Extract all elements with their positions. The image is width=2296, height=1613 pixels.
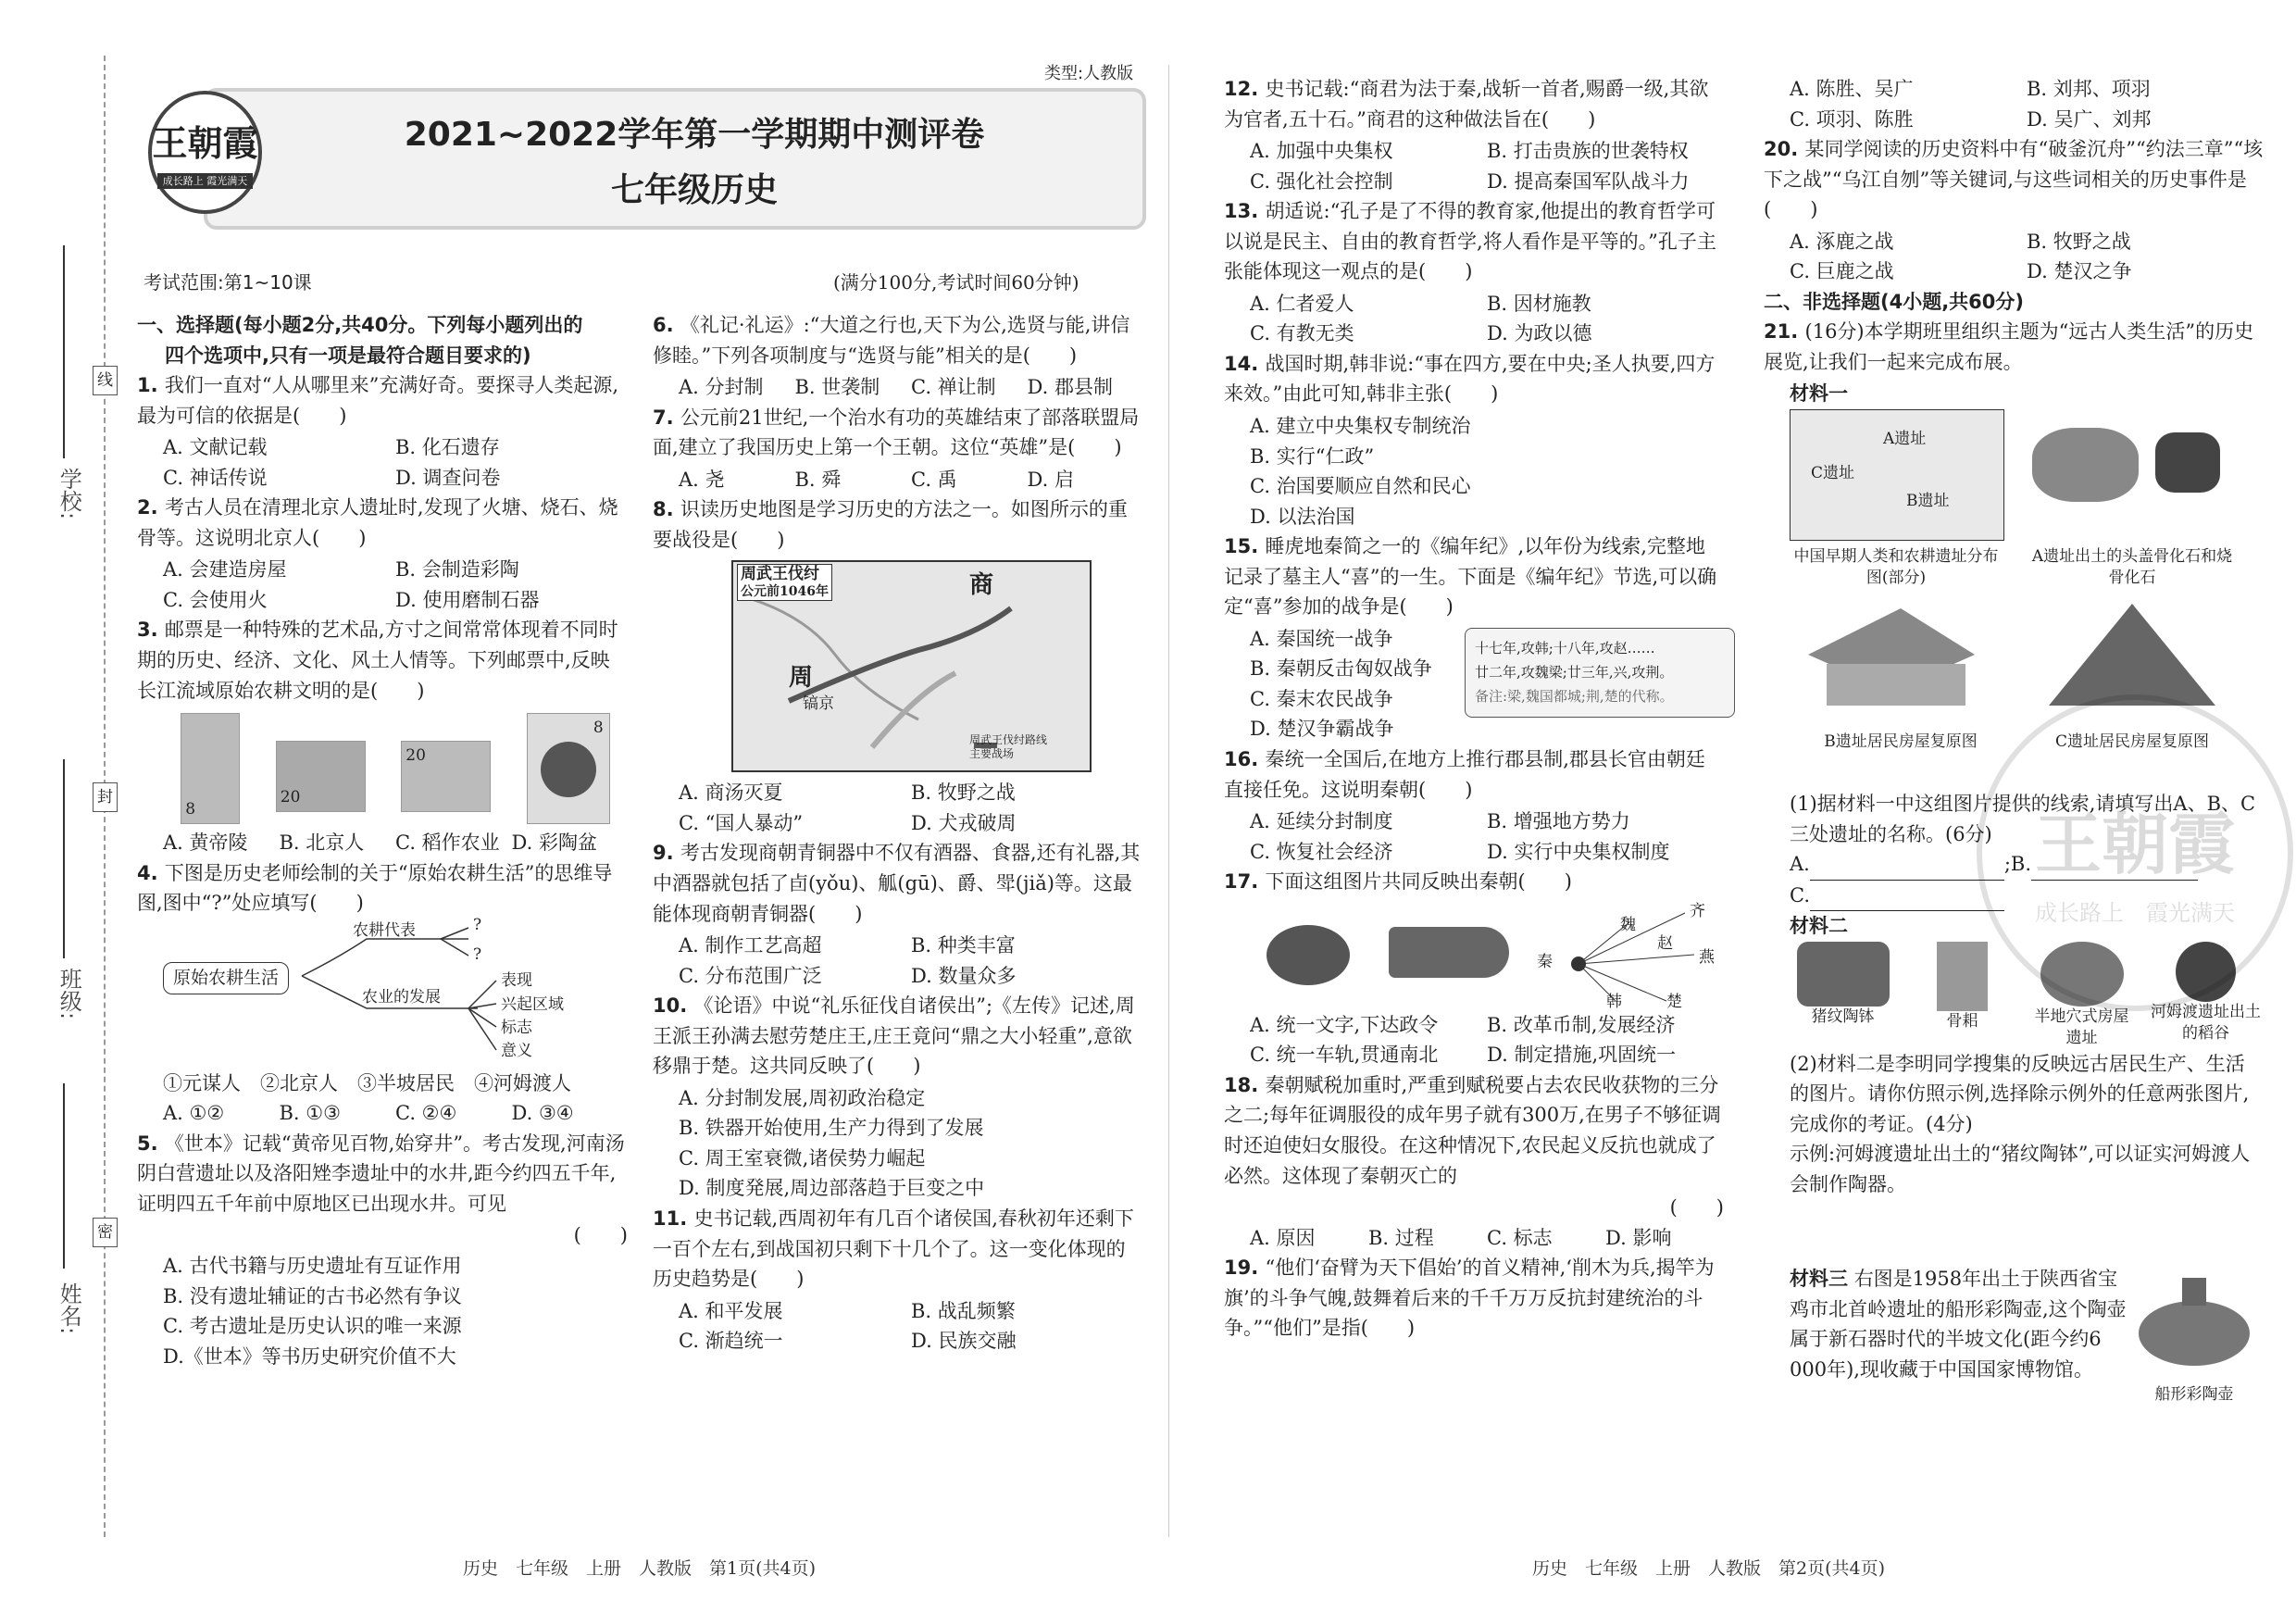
option-b[interactable]: B. 战乱频繁 (911, 1299, 1016, 1322)
option-a[interactable]: A. 涿鹿之战 (1790, 230, 1894, 253)
question-text: 《论语》中说“礼乐征伐自诸侯出”;《左传》记述,周王派王孙满去慰劳楚庄王,庄王竟问“鼎之大小轻重”,意欲移鼎于楚。这共同反映了( ) (653, 994, 1135, 1078)
qnum: 11. (653, 1207, 694, 1231)
map-label-hao: 镐京 (803, 694, 834, 714)
map-label-shang: 商 (969, 571, 994, 600)
page-divider (1168, 65, 1169, 1537)
option-c[interactable]: C. 治国要顺应自然和民心 (1250, 475, 1471, 498)
option-a[interactable]: A. 会建造房屋 (163, 558, 287, 581)
scroll-note: 备注:梁,魏国都城;荆,楚的代称。 (1475, 688, 1674, 706)
scroll-line: 廿二年,攻魏梁;廿三年,兴,攻荆。 (1475, 664, 1674, 681)
stamp-image (181, 713, 240, 824)
q6-options (653, 372, 1143, 403)
logo-slogan: 成长路上 霞光满天 (157, 173, 253, 189)
option-d[interactable]: D. 民族交融 (911, 1330, 1017, 1353)
stamp-image (401, 741, 491, 812)
artifact-image (1797, 942, 1890, 1007)
option-d[interactable]: D. 犬戎破周 (911, 811, 1017, 834)
question-text: 《世本》记载“黄帝见百物,始穿井”。考古发现,河南汤阴白营遗址以及洛阳矬李遗址中的水井,距今约四五千年,证明四五千年前中原地区已出现水井。可见 (137, 1132, 625, 1215)
class-field[interactable] (63, 759, 65, 958)
map-title-text: 周武王伐纣 (741, 565, 819, 584)
option-d[interactable]: D. 使用磨制石器 (395, 588, 540, 611)
option-a[interactable]: A. 制作工艺高超 (679, 934, 822, 957)
school-label: 学校: (56, 468, 82, 520)
map-label-a: A遗址 (1883, 430, 1927, 449)
qnum: 18. (1224, 1073, 1266, 1096)
map-label-c: C遗址 (1811, 464, 1855, 483)
question-text: 战国时期,韩非说:“事在四方,要在中央;圣人执要,四方来效。”由此可知,韩非主张( ) (1224, 352, 1716, 406)
caption: 中国早期人类和农耕遗址分布图(部分) (1793, 547, 1999, 587)
page-title: 2021~2022学年第一学期期中测评卷 (404, 116, 985, 154)
q21-part1-blanks (1764, 849, 2264, 881)
mind-map-unknown: ? (473, 915, 482, 934)
question-1 (137, 370, 628, 431)
q4-options (137, 1098, 628, 1129)
option-c[interactable]: C. 禹 (911, 468, 957, 491)
caption: C遗址居民房屋复原图 (2054, 732, 2209, 752)
artifact (2028, 942, 2135, 1049)
question-text: 史书记载:“商君为法于秦,战斩一首者,赐爵一级,其欲为官者,五十石。”商君的这种做法旨在( ) (1224, 78, 1709, 131)
caption: 河姆渡遗址出土的稻谷 (2151, 1002, 2261, 1043)
option-c[interactable]: C. “国人暴动” (679, 811, 804, 834)
section2-title: 二、非选择题(4小题,共60分) (1764, 290, 2025, 313)
artifact-image (2040, 942, 2124, 1007)
map-label-zhou: 周 (789, 664, 814, 693)
seal-mark-line: 线 (93, 366, 118, 395)
q9-options (653, 931, 1143, 991)
qnum: 13. (1224, 200, 1266, 223)
skull-image (2032, 428, 2139, 502)
option-c[interactable]: C. 项羽、陈胜 (1790, 107, 1914, 131)
option-c[interactable]: C. 恢复社会经济 (1250, 840, 1393, 863)
scroll-excerpt (1465, 628, 1735, 718)
option-d[interactable]: D. 数量众多 (911, 964, 1017, 987)
q17-images (1250, 899, 1724, 1010)
footer-page2: 历史 七年级 上册 人教版 第2页(共4页) (1532, 1558, 1886, 1579)
weight-image (1267, 925, 1350, 985)
stamp-value: 8 (593, 719, 604, 738)
answer-blank-c[interactable] (1810, 881, 2004, 912)
q7-options (653, 465, 1143, 495)
mind-map-center: 原始农耕生活 (163, 962, 289, 994)
question-16 (1224, 744, 1724, 805)
question-text: “他们‘奋臂为天下倡始’的首义精神,‘削木为兵,揭竿为旗’的斗争气魄,鼓舞着后来的千千万万反抗封建统治的斗争。”“他们”是指( ) (1224, 1257, 1715, 1340)
option-d[interactable]: D. 制定措施,巩固统一 (1487, 1044, 1677, 1067)
question-14 (1224, 349, 1724, 409)
q15-body (1224, 624, 1724, 744)
sites-map (1790, 409, 2004, 541)
map-title (737, 564, 832, 600)
map-year: 公元前1046年 (741, 583, 829, 599)
caption: 骨耜 (1946, 1011, 1978, 1031)
option-a[interactable]: A. 和平发展 (679, 1299, 783, 1322)
option-b[interactable]: B. 世袭制 (794, 376, 880, 399)
mind-map-leaf: 意义 (501, 1041, 532, 1060)
q21-example: 示例:河姆渡遗址出土的“猪纹陶钵”,可以证实河姆渡人会制作陶器。 (1790, 1143, 2251, 1195)
seal-mark-seal: 封 (93, 782, 118, 812)
q3-options (137, 828, 628, 858)
qnum: 2. (137, 496, 165, 519)
option-a[interactable]: A. 仁者爱人 (1250, 292, 1354, 315)
option-b[interactable]: B. 刘邦、项羽 (2027, 78, 2151, 100)
option-d[interactable]: D. 制度発展,周边部落趋于巨变之中 (679, 1177, 985, 1200)
option-c[interactable]: C. 分布范围广泛 (679, 964, 822, 987)
option-b[interactable]: B. 牧野之战 (2027, 230, 2131, 253)
question-2 (137, 493, 628, 553)
qnum: 6. (653, 314, 680, 336)
caption: 猪纹陶钵 (1811, 1007, 1875, 1026)
mind-map-leaf: 兴起区域 (501, 994, 564, 1014)
footer-page1: 历史 七年级 上册 人教版 第1页(共4页) (463, 1558, 817, 1579)
option-a[interactable]: A. ①② (163, 1102, 225, 1125)
qnum: 10. (653, 994, 694, 1018)
caption: 船形彩陶壶 (2154, 1385, 2234, 1405)
option-a[interactable]: A. 商汤灭夏 (679, 781, 783, 805)
option-c[interactable]: C. 巨鹿之战 (1790, 260, 1894, 283)
class-label: 班级: (56, 968, 82, 1020)
qnum: 20. (1764, 138, 1805, 161)
artifact-image (1937, 942, 1988, 1011)
q5-options (137, 1251, 628, 1371)
option-b[interactable]: B. 化石遗存 (395, 436, 500, 459)
q11-options (653, 1296, 1143, 1357)
option-d[interactable]: D. 启 (1027, 468, 1074, 491)
question-4 (137, 858, 628, 919)
qnum: 19. (1224, 1257, 1266, 1280)
blank-label: C. (1790, 883, 1810, 907)
material-2 (1790, 942, 2264, 1049)
option-c[interactable]: C. 稻作农业 (395, 832, 500, 855)
question-text: 睡虎地秦简之一的《编年纪》,以年份为线索,完整地记录了墓主人“喜”的一生。下面是《编年纪》节选,可以确定“喜”参加的战争是( ) (1224, 535, 1717, 619)
option-b[interactable]: B. 增强地方势力 (1487, 810, 1630, 833)
scroll-line: 十七年,攻韩;十八年,攻赵…… (1475, 639, 1655, 656)
option-c[interactable]: C. 会使用火 (163, 588, 268, 611)
state-label: 秦 (1537, 952, 1553, 971)
question-13 (1224, 196, 1724, 287)
option-d[interactable]: D. 以法治国 (1250, 505, 1355, 528)
question-text: 下面这组图片共同反映出秦朝( ) (1265, 870, 1572, 894)
option-d[interactable]: D. 影响 (1605, 1226, 1672, 1249)
q21-part1: (1)据材料一中这组图片提供的线索,请填写出A、B、C三处遗址的名称。(6分) (1790, 793, 2256, 845)
question-21 (1764, 317, 2264, 377)
q10-options (653, 1083, 1143, 1204)
q15-options (1224, 624, 1454, 744)
legend-text: 主要战场 (969, 746, 1015, 760)
type-label: 类型:人教版 (1044, 64, 1134, 83)
option-a[interactable]: A. 原因 (1250, 1226, 1316, 1249)
seal-mark-close: 密 (93, 1218, 118, 1247)
option-c[interactable]: C. 标志 (1487, 1226, 1553, 1249)
option-d[interactable]: D. 为政以德 (1487, 322, 1592, 345)
column-4 (1764, 74, 2264, 1421)
option-d[interactable]: D. 吴广、刘邦 (2027, 107, 2152, 131)
qnum: 7. (653, 406, 680, 429)
bone-image (2155, 432, 2220, 493)
stamp-value: 8 (185, 799, 196, 819)
material-3-text (1764, 1264, 2128, 1384)
q21-part2: (2)材料二是李明同学搜集的反映远古居民生产、生活的图片。请你仿照示例,选择除示例外的任意两张图片,完成你的考证。(4分) (1790, 1052, 2250, 1135)
option-b[interactable]: B. 牧野之战 (911, 781, 1016, 805)
question-18 (1224, 1070, 1724, 1191)
option-a[interactable]: A. 建立中央集权专制统治 (1250, 415, 1471, 438)
q2-options (137, 555, 628, 615)
measure-image (1389, 927, 1509, 978)
battle-map (731, 560, 1092, 772)
map-label-b: B遗址 (1906, 492, 1950, 511)
material-3 (1764, 1264, 2264, 1421)
q16-options (1224, 806, 1724, 867)
question-19 (1224, 1253, 1724, 1344)
option-c[interactable]: C. 禅让制 (911, 376, 996, 399)
option-a[interactable]: A. 分封制发展,周初政治稳定 (679, 1086, 926, 1109)
q20-options (1764, 227, 2264, 287)
question-text: 公元前21世纪,一个治水有功的英雄结束了部落联盟局面,建立了我国历史上第一个王朝。这位“英雄”是( ) (653, 406, 1140, 459)
watermark-sub1: 成长路上 (2035, 899, 2124, 926)
question-15 (1224, 531, 1724, 622)
blank-label: A. (1790, 853, 1810, 876)
question-17 (1224, 867, 1724, 897)
question-text: (16分)本学期班里组织主题为“远古人类生活”的历史展览,让我们一起来完成布展。 (1764, 320, 2254, 373)
question-8 (653, 494, 1143, 555)
exam-range: 考试范围:第1~10课 (144, 271, 312, 294)
qnum: 12. (1224, 78, 1266, 100)
q21-part1-blank-c (1764, 881, 2264, 912)
qnum: 16. (1224, 748, 1266, 771)
question-5 (137, 1129, 628, 1219)
option-c[interactable]: C. 秦末农民战争 (1250, 687, 1393, 710)
q18-options (1224, 1223, 1724, 1254)
option-d[interactable]: D. 实行中央集权制度 (1487, 840, 1670, 863)
mind-map (163, 915, 628, 1069)
watermark-text: 王朝霞 (2034, 805, 2235, 883)
option-d[interactable]: D. 郡县制 (1027, 376, 1113, 399)
qnum: 17. (1224, 870, 1266, 894)
option-c[interactable]: C. 周王室衰微,诸侯势力崛起 (679, 1146, 926, 1169)
artifact (2148, 942, 2264, 1049)
q19-options (1764, 74, 2264, 134)
qnum: 21. (1764, 320, 1805, 344)
stamp-image (527, 713, 610, 824)
page-subtitle: 七年级历史 (610, 171, 778, 209)
publisher-logo (148, 91, 262, 214)
answer-blank-b[interactable] (2031, 849, 2198, 881)
option-c[interactable]: C. 统一车轨,贯通南北 (1250, 1044, 1439, 1067)
state-label: 魏 (1620, 915, 1636, 934)
option-a[interactable]: A. 分封制 (679, 376, 764, 399)
question-text: 考古发现商朝青铜器中不仅有酒器、食器,还有礼器,其中酒器就包括了卣(yǒu)、觚(gū)、爵、斝(jiǎ)等。这最能体现商朝青铜器( ) (653, 842, 1141, 925)
mind-map-unknown: ? (473, 944, 482, 964)
question-3 (137, 615, 628, 706)
score-time: (满分100分,考试时间60分钟) (833, 271, 1079, 294)
material-1 (1790, 409, 2264, 789)
question-text: 秦朝赋税加重时,严重到赋税要占去农民收获物的三分之二;每年征调服役的成年男子就有300万,在男子不够征调时还迫使妇女服役。在这种情况下,农民起义反抗也就成了必然。这体现了秦朝灭亡的 (1224, 1073, 1721, 1187)
q17-options (1224, 1010, 1724, 1070)
answer-paren: ( ) (573, 1224, 628, 1247)
state-label: 韩 (1606, 992, 1622, 1011)
question-text: 下图是历史老师绘制的关于“原始农耕生活”的思维导图,图中“?”处应填写( ) (137, 861, 613, 915)
option-c[interactable]: C. ②④ (395, 1102, 457, 1125)
qnum: 3. (137, 619, 165, 642)
material-2-label: 材料二 (1790, 915, 1848, 938)
stamp-value: 20 (280, 787, 301, 806)
option-d[interactable]: D. ③④ (511, 1102, 574, 1125)
section1-title: 一、选择题(每小题2分,共40分。下列每小题列出的 (137, 314, 583, 336)
caption: B遗址居民房屋复原图 (1824, 732, 1978, 752)
option-b[interactable]: B. 会制造彩陶 (395, 558, 519, 581)
qnum: 15. (1224, 535, 1266, 558)
caption: A遗址出土的头盖骨化石和烧骨化石 (2031, 547, 2233, 587)
q14-options (1224, 411, 1724, 531)
question-12 (1224, 74, 1724, 134)
material-1-label: 材料一 (1790, 382, 1848, 406)
stamp-value: 20 (406, 746, 426, 766)
option-c[interactable]: C. 强化社会控制 (1250, 169, 1393, 193)
house-b-image (1799, 599, 1984, 719)
question-10 (653, 991, 1143, 1082)
qnum: 1. (137, 374, 165, 397)
question-text: 考古人员在清理北京人遗址时,发现了火塘、烧石、烧骨等。这说明北京人( ) (137, 496, 618, 549)
material-3-body: 右图是1958年出土于陕西省宝鸡市北首岭遗址的船形彩陶壶,这个陶壶属于新石器时代的半坡文化(距今约6 000年),现收藏于中国国家博物馆。 (1790, 1268, 2127, 1381)
option-b[interactable]: B. 因材施教 (1487, 292, 1591, 315)
option-a[interactable]: A. 黄帝陵 (163, 832, 248, 855)
question-20 (1764, 134, 2264, 225)
question-text: 识读历史地图是学习历史的方法之一。如图所示的重要战役是( ) (653, 498, 1128, 551)
state-label: 赵 (1657, 933, 1673, 953)
qnum: 4. (137, 861, 165, 884)
question-text: 《礼记·礼运》:“大道之行也,天下为公,选贤与能,讲信修睦。”下列各项制度与“选贤与能”相关的是( ) (653, 314, 1130, 367)
column-3 (1224, 74, 1724, 1345)
option-d[interactable]: D. 楚汉争霸战争 (1250, 718, 1394, 741)
option-b[interactable]: B. 实行“仁政” (1250, 444, 1375, 468)
answer-paren: ( ) (1669, 1196, 1724, 1219)
name-field[interactable] (63, 1083, 65, 1269)
option-b[interactable]: B. 北京人 (279, 832, 365, 855)
option-a[interactable]: A. 加强中央集权 (1250, 140, 1393, 163)
mind-map-leaf: 标志 (501, 1018, 532, 1037)
stamp-row (163, 713, 628, 824)
mind-map-branch: 农耕代表 (353, 920, 416, 940)
watermark-sub2: 霞光满天 (2146, 899, 2235, 926)
caption: 半地穴式房屋遗址 (2034, 1007, 2129, 1047)
question-text: 胡适说:“孔子是了不得的教育家,他提出的教育哲学可以说是民主、自由的教育哲学,将人看作是平等的。”孔子主张能体现这一观点的是( ) (1224, 200, 1716, 283)
option-a[interactable]: A. 秦国统一战争 (1250, 627, 1393, 650)
question-text: 邮票是一种特殊的艺术品,方寸之间常常体现着不同时期的历史、经济、文化、风土人情等。下列邮票中,反映长江流域原始农耕文明的是( ) (137, 619, 618, 702)
column-1 (137, 310, 628, 1371)
q12-options (1224, 136, 1724, 196)
material-3-label: 材料三 (1790, 1268, 1848, 1291)
option-b[interactable]: B. ①③ (279, 1102, 341, 1125)
option-a[interactable]: A. 文献记载 (163, 436, 268, 459)
option-b[interactable]: B. 打击贵族的世袭特权 (1487, 140, 1689, 163)
qnum: 9. (653, 842, 680, 865)
option-a[interactable]: A. 陈胜、吴广 (1790, 78, 1914, 100)
house-c-image (2040, 594, 2225, 724)
option-c[interactable]: C. 有教无类 (1250, 322, 1354, 345)
option-b[interactable]: B. 秦朝反击匈奴战争 (1250, 657, 1432, 681)
artifact (1909, 942, 2015, 1049)
column-2 (653, 310, 1143, 1357)
option-c[interactable]: C. 考古遗址是历史认识的唯一来源 (163, 1315, 462, 1338)
qnum: 8. (653, 498, 680, 521)
state-label: 燕 (1699, 947, 1715, 967)
logo-text: 王朝霞 (152, 122, 258, 164)
stamp-image (276, 741, 366, 812)
q13-options (1224, 289, 1724, 349)
mind-map-leaf: 表现 (501, 970, 532, 990)
blank-label: ;B. (2003, 853, 2032, 876)
option-a[interactable]: A. 统一文字,下达政令 (1250, 1013, 1439, 1036)
option-a[interactable]: A. 尧 (679, 468, 725, 491)
option-d[interactable]: D. 楚汉之争 (2027, 260, 2132, 283)
option-d[interactable]: D. 调查问卷 (395, 466, 501, 489)
question-9 (653, 838, 1143, 929)
legend-text: 周武王伐纣路线 (969, 733, 1048, 747)
question-text: 史书记载,西周初年有几百个诸侯国,春秋初年还剩下一百个左右,到战国初只剩下十几个了。这一变化体现的历史趋势是( ) (653, 1207, 1134, 1291)
option-b[interactable]: B. 过程 (1368, 1226, 1434, 1249)
school-field[interactable] (63, 245, 65, 458)
name-label: 姓名: (56, 1282, 82, 1335)
option-d[interactable]: D.《世本》等书历史研究价值不大 (163, 1344, 456, 1368)
state-label: 楚 (1666, 992, 1682, 1011)
question-text: 我们一直对“人从哪里来”充满好奇。要探寻人类起源,最为可信的依据是( ) (137, 374, 619, 427)
option-b[interactable]: B. 改革币制,发展经济 (1487, 1013, 1676, 1036)
state-label: 齐 (1690, 901, 1705, 920)
option-d[interactable]: D. 彩陶盆 (511, 832, 597, 855)
question-11 (653, 1204, 1143, 1294)
option-b[interactable]: B. 舜 (794, 468, 842, 491)
section1-title2: 四个选项中,只有一项是最符合题目要求的) (165, 344, 531, 367)
boat-pot-image (2134, 1264, 2254, 1384)
question-7 (653, 403, 1143, 463)
mind-map-branch: 农业的发展 (362, 987, 441, 1007)
map-legend (969, 733, 1047, 760)
artifact (1790, 942, 1896, 1049)
artifact-image (2176, 942, 2236, 1002)
option-b[interactable]: B. 没有遗址辅证的古书必然有争议 (163, 1284, 462, 1307)
q1-options (137, 432, 628, 493)
qnum: 5. (137, 1132, 165, 1155)
option-c[interactable]: C. 渐趋统一 (679, 1330, 783, 1353)
answer-blank-a[interactable] (1810, 849, 2004, 881)
question-text: 某同学阅读的历史资料中有“破釜沉舟”“约法三章”“垓下之战”“乌江自刎”等关键词,与这些词相关的历史事件是( ) (1764, 138, 2264, 221)
option-a[interactable]: A. 延续分封制度 (1250, 810, 1393, 833)
q4-items: ①元谋人 ②北京人 ③半坡居民 ④河姆渡人 (163, 1071, 571, 1094)
option-d[interactable]: D. 提高秦国军队战斗力 (1487, 169, 1690, 193)
option-b[interactable]: B. 种类丰富 (911, 934, 1016, 957)
question-6 (653, 310, 1143, 370)
qnum: 14. (1224, 352, 1266, 375)
q8-options (653, 778, 1143, 838)
option-b[interactable]: B. 铁器开始使用,生产力得到了发展 (679, 1117, 984, 1140)
question-text: 秦统一全国后,在地方上推行郡县制,郡县长官由朝廷直接任免。这说明秦朝( ) (1224, 748, 1705, 801)
option-a[interactable]: A. 古代书籍与历史遗址有互证作用 (163, 1255, 462, 1278)
option-c[interactable]: C. 神话传说 (163, 466, 268, 489)
